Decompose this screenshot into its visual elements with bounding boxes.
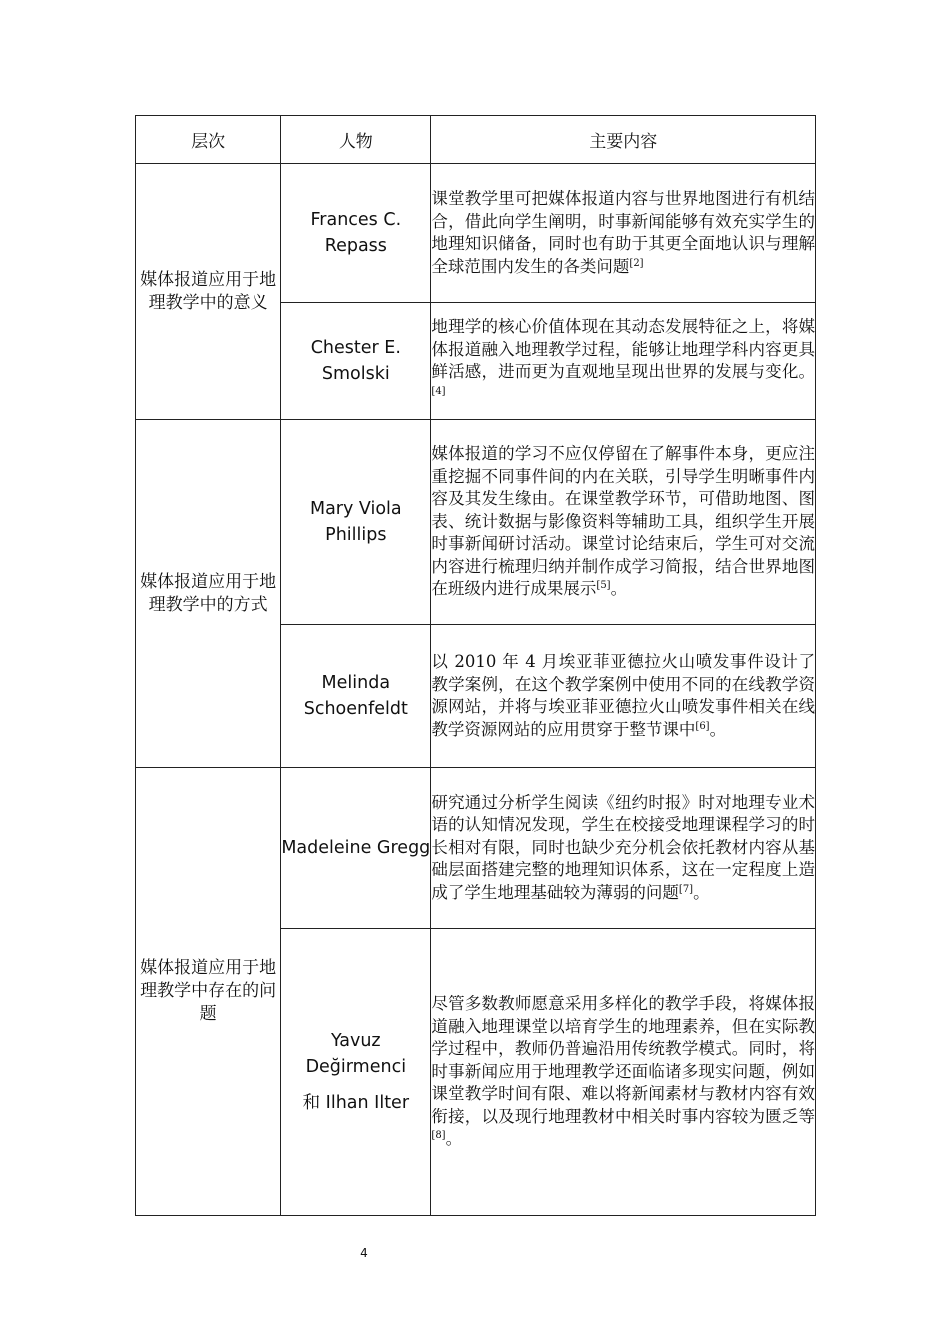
citation-ref: [4] xyxy=(431,385,446,397)
person-cell: Mary Viola Phillips xyxy=(281,420,431,625)
level-cell: 媒体报道应用于地理教学中的意义 xyxy=(136,164,281,420)
content-cell: 地理学的核心价值体现在其动态发展特征之上，将媒体报道融入地理教学过程，能够让地理学科内容更具鲜活感，进而更为直观地呈现出世界的发展与变化。[4] xyxy=(431,303,816,420)
person-name: Yavuz Değirmenci xyxy=(305,1031,407,1077)
level-cell: 媒体报道应用于地理教学中的方式 xyxy=(136,420,281,768)
content-cell: 以 2010 年 4 月埃亚菲亚德拉火山喷发事件设计了教学案例，在这个教学案例中使用不同的在线教学资源网站，并将与埃亚菲亚德拉火山喷发事件相关在线教学资源网站的应用贯穿于整节课中[6]。 xyxy=(431,625,816,768)
page-number: 4 xyxy=(360,1246,368,1260)
citation-ref: [6] xyxy=(695,720,710,732)
table-header-row xyxy=(136,116,816,164)
person-cell: Madeleine Gregg xyxy=(281,768,431,929)
citation-ref: [7] xyxy=(678,883,694,895)
content-cell: 研究通过分析学生阅读《纽约时报》时对地理专业术语的认知情况发现，学生在校接受地理课程学习的时长相对有限，同时也缺少充分机会依托教材内容从基础层面搭建完整的地理知识体系，这在一定程度上造成了学生地理基础较为薄弱的问题[7]。 xyxy=(431,768,816,929)
citation-ref: [8] xyxy=(431,1130,446,1142)
person-name-extra: 和 Ilhan Ilter xyxy=(302,1093,410,1113)
table-row xyxy=(136,420,816,625)
person-cell xyxy=(281,929,431,1216)
person-cell: Frances C. Repass xyxy=(281,164,431,303)
header-content: 主要内容 xyxy=(431,116,816,164)
citation-ref: [2] xyxy=(629,257,644,269)
content-cell: 尽管多数教师愿意采用多样化的教学手段，将媒体报道融入地理课堂以培育学生的地理素养，但在实际教学过程中，教师仍普遍沿用传统教学模式。同时，将时事新闻应用于地理教学还面临诸多现实问题，例如课堂教学时间有限、难以将新闻素材与教材内容有效衔接，以及现行地理教材中相关时事内容较为匮乏等[8]。 xyxy=(431,929,816,1216)
level-cell: 媒体报道应用于地理教学中存在的问题 xyxy=(136,768,281,1216)
header-person: 人物 xyxy=(281,116,431,164)
header-level: 层次 xyxy=(136,116,281,164)
literature-summary-table xyxy=(135,115,816,1216)
table-row xyxy=(136,768,816,929)
table-row xyxy=(136,164,816,303)
person-cell: Melinda Schoenfeldt xyxy=(281,625,431,768)
citation-ref: [5] xyxy=(596,580,611,592)
content-cell: 媒体报道的学习不应仅停留在了解事件本身，更应注重挖掘不同事件间的内在关联，引导学生明晰事件内容及其发生缘由。在课堂教学环节，可借助地图、图表、统计数据与影像资料等辅助工具，组织学生开展时事新闻研讨活动。课堂讨论结束后，学生可对交流内容进行梳理归纳并制作成学习简报，结合世界地图在班级内进行成果展示[5]。 xyxy=(431,420,816,625)
person-cell: Chester E. Smolski xyxy=(281,303,431,420)
content-cell: 课堂教学里可把媒体报道内容与世界地图进行有机结合，借此向学生阐明，时事新闻能够有效充实学生的地理知识储备，同时也有助于其更全面地认识与理解全球范围内发生的各类问题[2] xyxy=(431,164,816,303)
